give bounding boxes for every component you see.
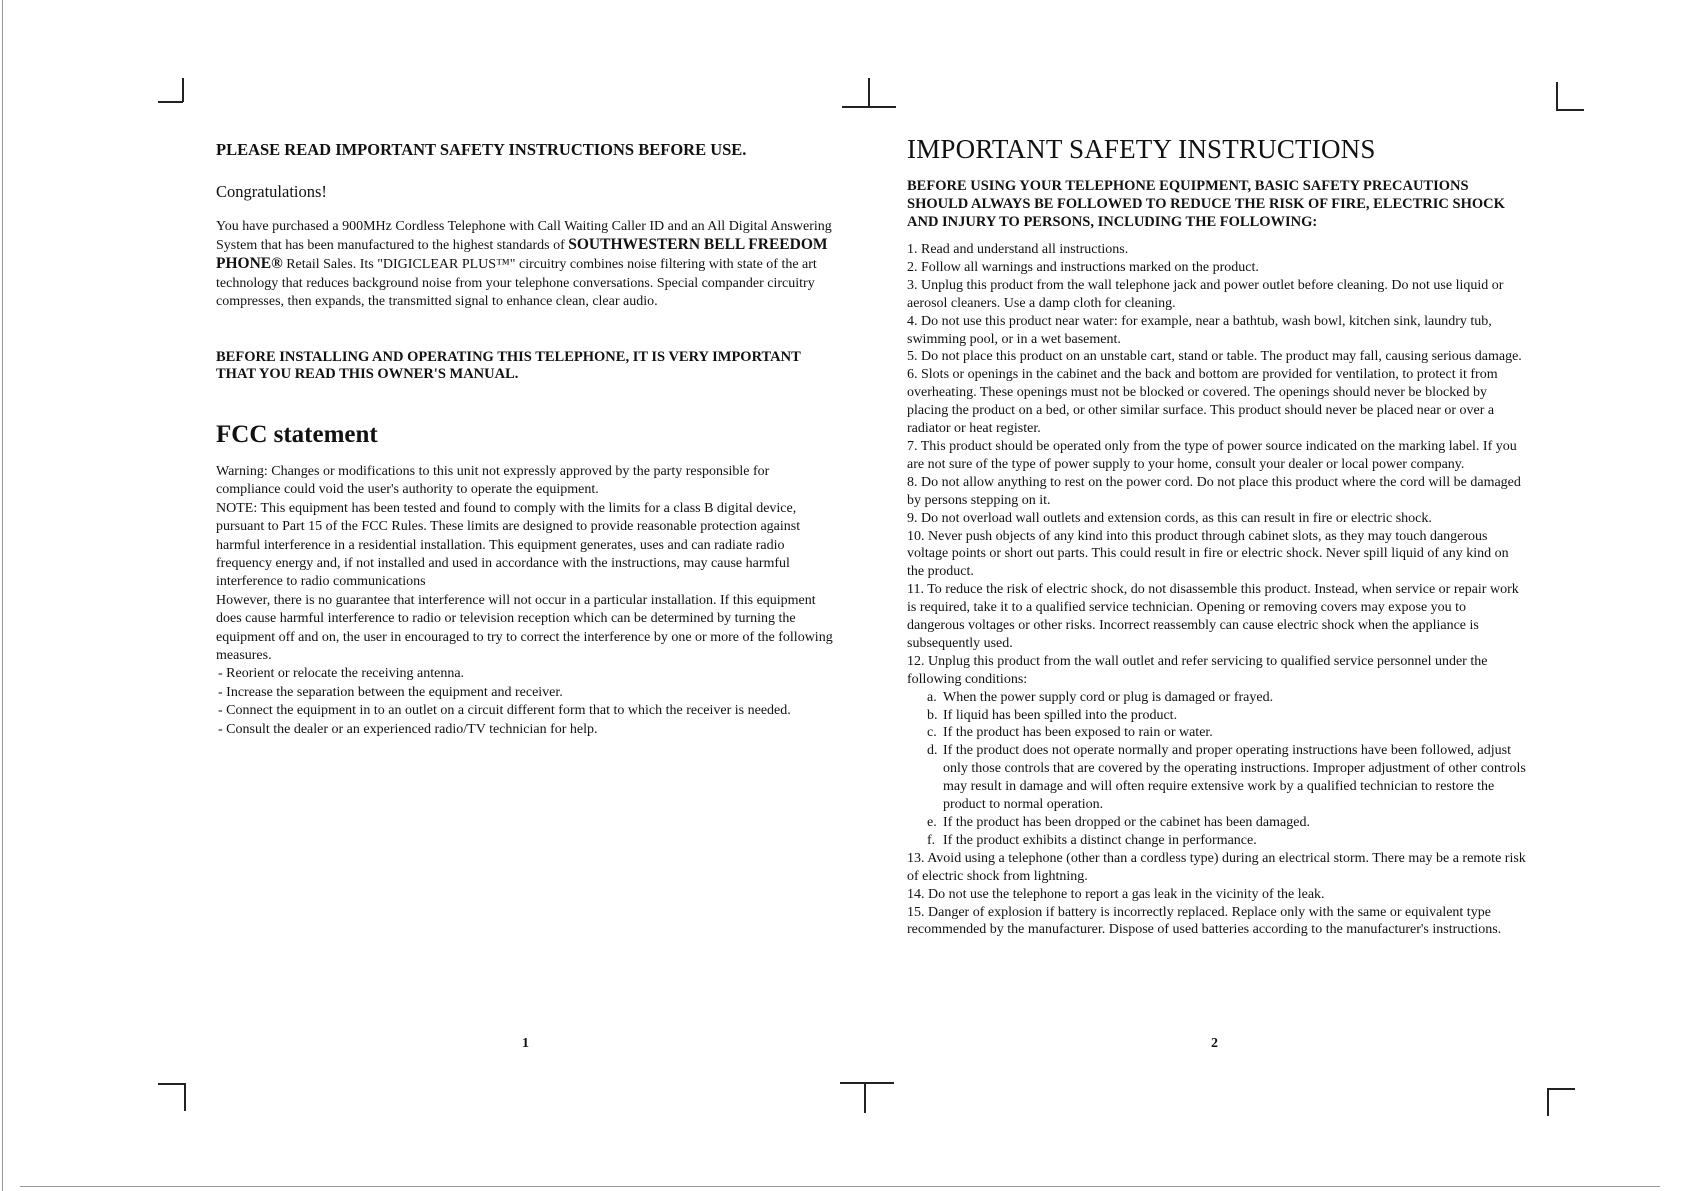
list-text: If the product has been dropped or the cabinet has been damaged. [943,815,1310,830]
list-item: 5. Do not place this product on an unstable cart, stand or table. The product may fall, causing serious damage. [907,349,1522,365]
list-item: 10. Never push objects of any kind into this product through cabinet slots, as they may touch dangerous voltage points or short out parts. This could result in fire or electric shock. Never spill liquid of any kind on the product. [907,528,1509,580]
list-item [925,724,1527,742]
list-item [925,742,1527,814]
list-item: 3. Unplug this product from the wall telephone jack and power outlet before cleaning. Do not use liquid or aerosol cleaners. Use a damp cloth for cleaning. [907,277,1504,311]
fcc-warning: Warning: Changes or modifications to this unit not expressly approved by the party responsible for compliance could void the user's authority to operate the equipment. [216,464,770,498]
fcc-statement-title: FCC statement [216,421,378,449]
list-item: 4. Do not use this product near water: for example, near a bathtub, wash bowl, kitchen sink, laundry tub, swimming pool, or in a wet basement. [907,313,1492,347]
list-item: - Connect the equipment in to an outlet on a circuit different form that to which the receiver is needed. [218,703,791,719]
left-page [0,0,842,1191]
list-letter: b. [927,707,938,723]
list-letter: a. [927,689,937,705]
list-item: - Reorient or relocate the receiving antenna. [218,666,465,682]
list-item: 8. Do not allow anything to rest on the power cord. Do not place this product where the cord will be damaged by persons stepping on it. [907,474,1521,508]
page-number: 2 [1211,1036,1218,1051]
list-text: If liquid has been spilled into the product. [943,707,1178,723]
fcc-note: NOTE: This equipment has been tested and found to comply with the limits for a class B digital device, pursuant to Part 15 of the FCC Rules. These limits are designed to provide reasonable protection against harmful interference in a residential installation. This equipment generates, uses and can radiate radio frequency energy and, if not installed and used in accordance with the instructions, may cause harmful interference to radio communications [216,500,801,590]
list-item: 11. To reduce the risk of electric shock, do not disassemble this product. Instead, when service or repair work is required, take it to a qualified service technician. Opening or removing covers may expose you to dangerous voltages or other risks. Incorrect reassembly can cause electric shock when the appliance is subsequently used. [907,582,1519,651]
conditions-sublist-item [907,689,1527,850]
right-page-content [907,134,1527,939]
list-item: 13. Avoid using a telephone (other than a cordless type) during an electrical storm. There may be a remote risk of electric shock from lightning. [907,850,1526,884]
list-letter: e. [927,815,937,830]
list-item [925,814,1527,832]
fcc-statement-body [216,463,836,739]
intro-text: You have purchased a 900MHz Cordless Telephone with Call Waiting Caller ID and an All Digital Answering System that has been manufactured to the highest standards of [216,219,832,254]
list-item: - Consult the dealer or an experienced radio/TV technician for help. [218,721,598,737]
list-item: 1. Read and understand all instructions. [907,242,1129,257]
list-text: If the product does not operate normally and proper operating instructions have been followed, adjust only those controls that are covered by the operating instructions. Improper adjustment of other controls may result in damage and will often require extensive work by a qualified technician to restore the product to normal operation. [943,743,1526,813]
fcc-measures-list [216,665,836,739]
list-item [925,832,1527,850]
list-item: 9. Do not overload wall outlets and extension cords, as this can result in fire or electric shock. [907,510,1432,526]
intro-text-continued: Retail Sales. Its "DIGICLEAR PLUS™" circuitry combines noise filtering with state of the art technology that reduces background noise from your telephone conversations. Special compander circuitry compresses, then expands, the transmitted signal to enhance clean, clear audio. [216,257,817,309]
list-item: 6. Slots or openings in the cabinet and the back and bottom are provided for ventilation, to protect it from overheating. These openings must not be blocked or covered. The openings should never be blocked by placing the product on a bed, or other similar surface. This product should never be placed near or over a radiator or heat register. [907,367,1498,437]
instructions-list [907,241,1527,939]
brand-name: SOUTHWESTERN BELL FREEDOM PHONE® [216,236,828,273]
greeting: Congratulations! [216,182,327,201]
list-item: 12. Unplug this product from the wall outlet and refer servicing to qualified service personnel under the following conditions: [907,653,1488,687]
fcc-however: However, there is no guarantee that interference will not occur in a particular installation. If this equipment does cause harmful interference to radio or television reception which can be determined by turning the equipment off and on, the user in encouraged to try to correct the interference by one or more of the following measures. [216,592,833,664]
safety-read-header: PLEASE READ IMPORTANT SAFETY INSTRUCTIONS BEFORE USE. [216,140,747,159]
list-text: If the product exhibits a distinct change in performance. [943,832,1257,848]
safety-precautions-header: BEFORE USING YOUR TELEPHONE EQUIPMENT, BASIC SAFETY PRECAUTIONS SHOULD ALWAYS BE FOLLOWED TO REDUCE THE RISK OF FIRE, ELECTRIC SHOCK AND INJURY TO PERSONS, INCLUDING THE FOLLOWING: [907,178,1505,230]
page-title: IMPORTANT SAFETY INSTRUCTIONS [907,134,1376,164]
list-item [925,707,1527,725]
list-letter: f. [927,832,936,848]
list-text: When the power supply cord or plug is damaged or frayed. [943,689,1274,705]
list-item: 14. Do not use the telephone to report a gas leak in the vicinity of the leak. [907,886,1325,902]
page-number: 1 [522,1036,529,1051]
before-installing-notice: BEFORE INSTALLING AND OPERATING THIS TELEPHONE, IT IS VERY IMPORTANT THAT YOU READ THIS OWNER'S MANUAL. [216,349,801,383]
list-text: If the product has been exposed to rain or water. [943,725,1213,741]
list-item: 2. Follow all warnings and instructions marked on the product. [907,259,1259,275]
list-letter: d. [927,743,938,759]
list-item: 15. Danger of explosion if battery is incorrectly replaced. Replace only with the same or equivalent type recommended by the manufacturer. Dispose of used batteries according to the manufacturer's instructions. [907,904,1502,938]
list-letter: c. [927,725,937,741]
right-page [842,0,1685,1191]
left-page-content [216,140,836,739]
list-item: - Increase the separation between the equipment and receiver. [218,684,563,700]
list-item [925,689,1527,707]
intro-paragraph [216,218,836,311]
conditions-sublist [925,689,1527,850]
list-item: 7. This product should be operated only from the type of power source indicated on the marking label. If you are not sure of the type of power supply to your home, consult your dealer or local power company. [907,438,1517,472]
